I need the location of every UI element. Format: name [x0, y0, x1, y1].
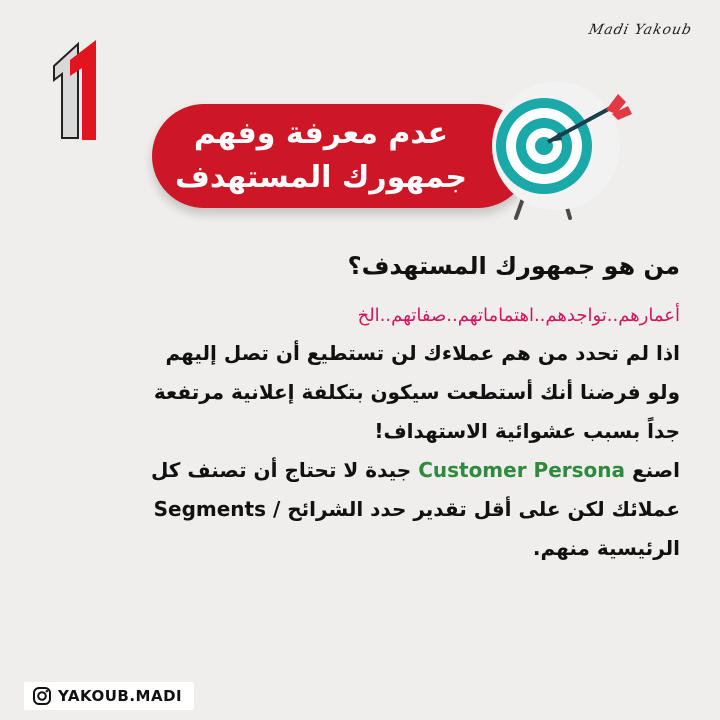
attributes-line: أعمارهم..تواجدهم..اهتماماتهم..صفاتهم..الخ [357, 305, 680, 326]
paragraph2-line-1-end: جيدة لا تحتاج أن تصنف كل [150, 458, 412, 482]
question-heading: من هو جمهورك المستهدف؟ [347, 252, 680, 280]
paragraph2-line-1 [40, 451, 680, 490]
social-handle-badge[interactable] [24, 682, 194, 710]
instagram-icon [32, 686, 52, 706]
paragraph2-line-3: الرئيسية منهم. [532, 536, 680, 560]
paragraph2-line-1-start: اصنع [631, 458, 680, 482]
paragraph1-line-2: ولو فرضنا أنك أستطعت سيكون بتكلفة إعلانية مرتفعة [153, 380, 680, 404]
banner-line-1: عدم معرفة وفهم [193, 116, 449, 151]
social-handle-text: YAKOUB.MADI [58, 687, 183, 705]
banner-title [172, 112, 470, 200]
main-content [40, 244, 680, 568]
banner-line-2: جمهورك المستهدف [175, 160, 467, 195]
paragraph1-line-3: جداً بسبب عشوائية الاستهداف! [374, 419, 680, 443]
customer-persona-highlight: Customer Persona [418, 458, 626, 482]
signature-logo: Madi Yakoub [587, 22, 694, 38]
target-icon [476, 80, 646, 230]
paragraph2-line-2: عملائك لكن على أقل تقدير حدد الشرائح / Segments [153, 497, 680, 521]
big-number-one [48, 36, 108, 146]
title-banner [152, 104, 530, 208]
paragraph1-line-1: اذا لم تحدد من هم عملاءك لن تستطيع أن تصل إليهم [165, 341, 680, 365]
